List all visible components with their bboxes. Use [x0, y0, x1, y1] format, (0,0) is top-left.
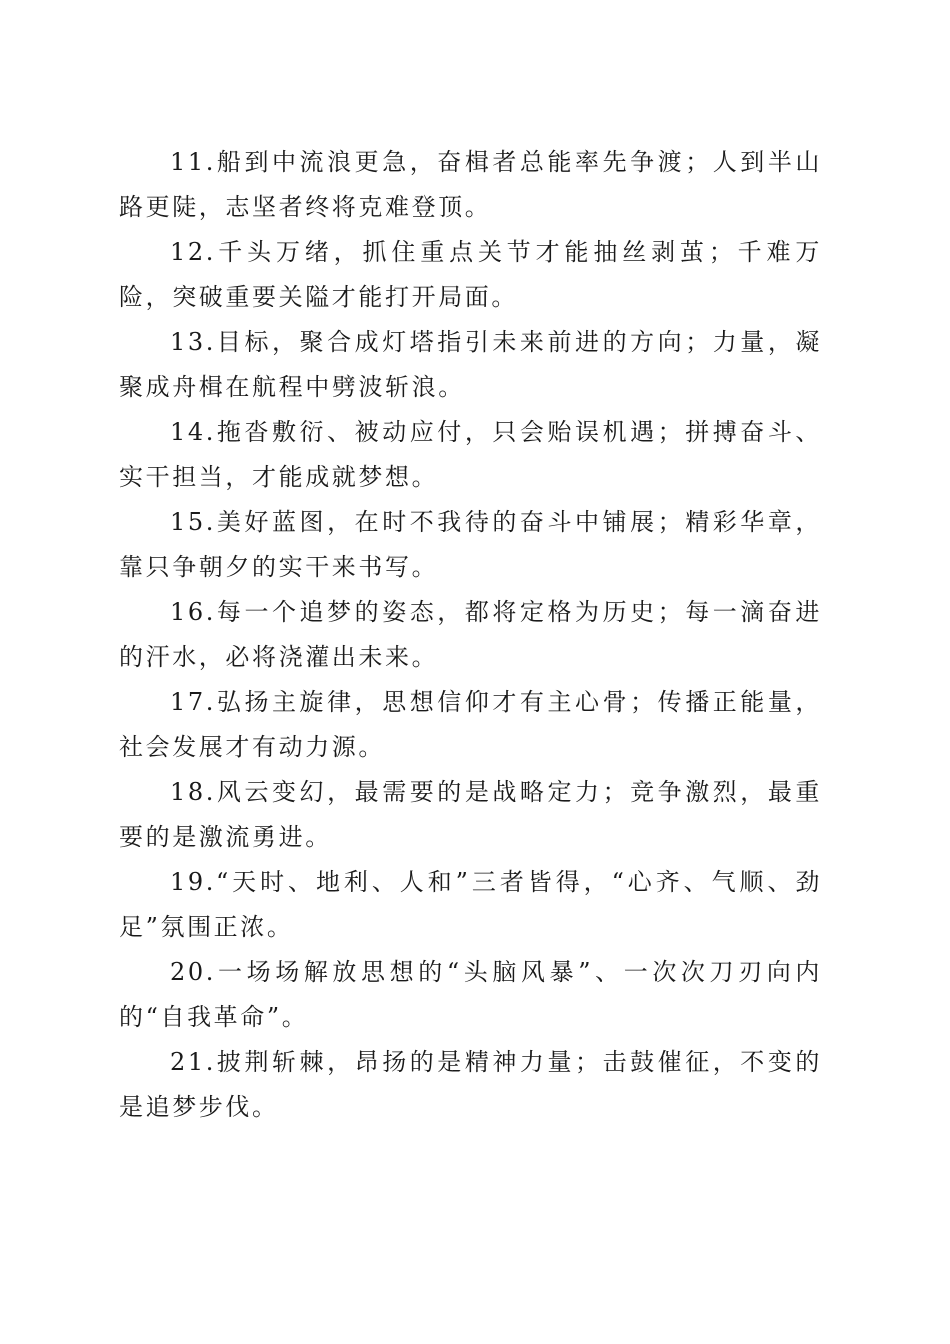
paragraph-17: 17.弘扬主旋律，思想信仰才有主心骨；传播正能量，社会发展才有动力源。 [119, 688, 822, 761]
document-body [119, 140, 822, 1130]
paragraph-16: 16.每一个追梦的姿态，都将定格为历史；每一滴奋进的汗水，必将浇灌出未来。 [119, 598, 822, 671]
paragraph-20: 20.一场场解放思想的“头脑风暴”、一次次刀刃向内的“自我革命”。 [119, 958, 822, 1031]
paragraph-13: 13.目标，聚合成灯塔指引未来前进的方向；力量，凝聚成舟楫在航程中劈波斩浪。 [119, 328, 822, 401]
paragraph-21: 21.披荆斩棘，昂扬的是精神力量；击鼓催征，不变的是追梦步伐。 [119, 1048, 822, 1121]
paragraph-14: 14.拖沓敷衍、被动应付，只会贻误机遇；拼搏奋斗、实干担当，才能成就梦想。 [119, 418, 822, 491]
paragraph-11: 11.船到中流浪更急，奋楫者总能率先争渡；人到半山路更陡，志坚者终将克难登顶。 [119, 148, 822, 221]
paragraph-19: 19.“天时、地利、人和”三者皆得，“心齐、气顺、劲足”氛围正浓。 [119, 868, 822, 941]
paragraph-12: 12.千头万绪，抓住重点关节才能抽丝剥茧；千难万险，突破重要关隘才能打开局面。 [119, 238, 822, 311]
paragraph-15: 15.美好蓝图，在时不我待的奋斗中铺展；精彩华章，靠只争朝夕的实干来书写。 [119, 508, 822, 581]
paragraph-18: 18.风云变幻，最需要的是战略定力；竞争激烈，最重要的是激流勇进。 [119, 778, 822, 851]
